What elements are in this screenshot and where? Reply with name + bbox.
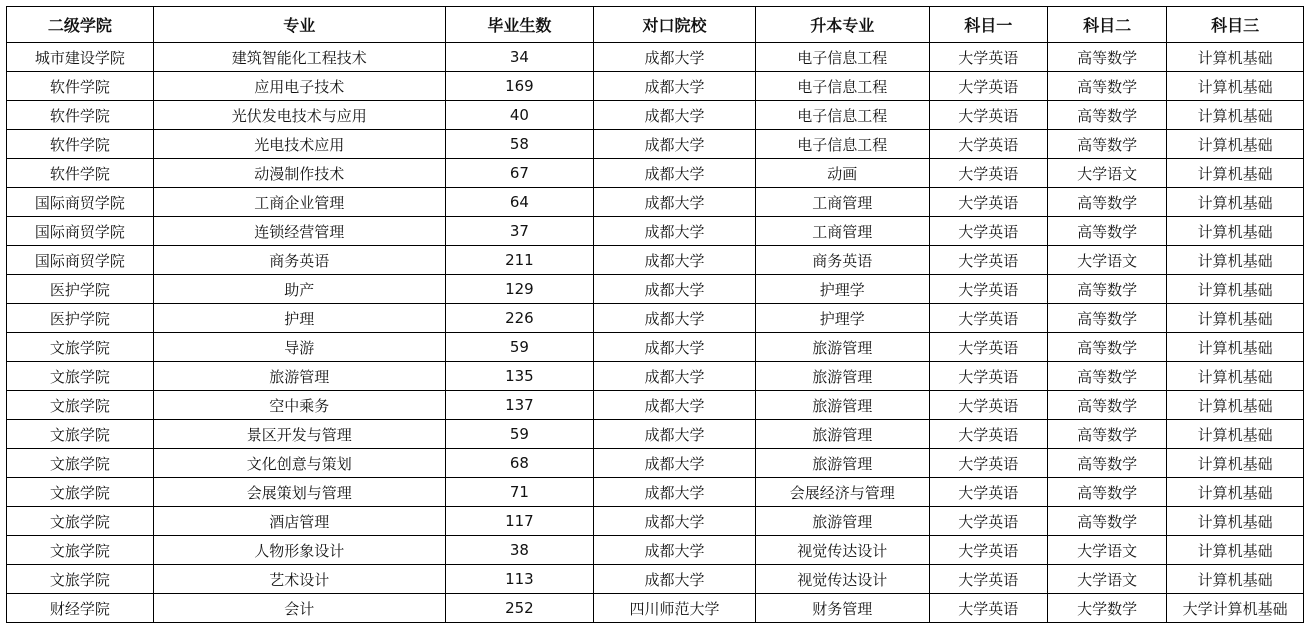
cell-subject-1: 大学英语 [929,565,1047,594]
cell-partner-university: 成都大学 [594,449,756,478]
cell-subject-3: 计算机基础 [1167,304,1304,333]
cell-college: 文旅学院 [7,333,154,362]
cell-subject-3: 计算机基础 [1167,72,1304,101]
cell-partner-university: 成都大学 [594,333,756,362]
table-row [7,420,1304,449]
cell-upgrade-major: 电子信息工程 [755,72,929,101]
cell-subject-2: 大学数学 [1048,594,1167,623]
cell-subject-2: 大学语文 [1048,159,1167,188]
table-body [7,43,1304,623]
cell-subject-3: 计算机基础 [1167,159,1304,188]
cell-subject-3: 计算机基础 [1167,536,1304,565]
cell-upgrade-major: 护理学 [755,275,929,304]
cell-subject-3: 计算机基础 [1167,391,1304,420]
cell-graduates: 117 [445,507,593,536]
cell-upgrade-major: 视觉传达设计 [755,536,929,565]
cell-subject-1: 大学英语 [929,391,1047,420]
cell-upgrade-major: 旅游管理 [755,449,929,478]
cell-college: 文旅学院 [7,478,154,507]
cell-graduates: 226 [445,304,593,333]
table-row [7,391,1304,420]
table-row [7,536,1304,565]
cell-college: 软件学院 [7,72,154,101]
cell-upgrade-major: 电子信息工程 [755,43,929,72]
table-row [7,594,1304,623]
cell-major: 光电技术应用 [153,130,445,159]
cell-major: 导游 [153,333,445,362]
cell-upgrade-major: 护理学 [755,304,929,333]
cell-major: 助产 [153,275,445,304]
header-partner-university: 对口院校 [594,7,756,43]
cell-major: 空中乘务 [153,391,445,420]
table-row [7,304,1304,333]
cell-major: 酒店管理 [153,507,445,536]
cell-graduates: 113 [445,565,593,594]
cell-college: 文旅学院 [7,449,154,478]
cell-subject-2: 高等数学 [1048,217,1167,246]
table-row [7,101,1304,130]
cell-subject-2: 大学语文 [1048,565,1167,594]
table-row [7,333,1304,362]
cell-subject-1: 大学英语 [929,275,1047,304]
cell-major: 会展策划与管理 [153,478,445,507]
cell-subject-3: 计算机基础 [1167,130,1304,159]
cell-subject-3: 计算机基础 [1167,275,1304,304]
cell-subject-2: 高等数学 [1048,72,1167,101]
cell-subject-2: 大学语文 [1048,246,1167,275]
cell-graduates: 37 [445,217,593,246]
cell-partner-university: 成都大学 [594,217,756,246]
cell-subject-3: 计算机基础 [1167,507,1304,536]
cell-subject-2: 高等数学 [1048,101,1167,130]
cell-subject-1: 大学英语 [929,594,1047,623]
cell-partner-university: 成都大学 [594,159,756,188]
cell-subject-3: 计算机基础 [1167,362,1304,391]
cell-graduates: 137 [445,391,593,420]
header-subject-2: 科目二 [1048,7,1167,43]
cell-subject-1: 大学英语 [929,246,1047,275]
cell-partner-university: 成都大学 [594,362,756,391]
table-row [7,565,1304,594]
header-row [7,7,1304,43]
cell-major: 连锁经营管理 [153,217,445,246]
table-row [7,507,1304,536]
cell-subject-3: 计算机基础 [1167,188,1304,217]
cell-partner-university: 成都大学 [594,507,756,536]
header-subject-3: 科目三 [1167,7,1304,43]
cell-subject-2: 大学语文 [1048,536,1167,565]
cell-major: 文化创意与策划 [153,449,445,478]
cell-graduates: 58 [445,130,593,159]
cell-major: 旅游管理 [153,362,445,391]
cell-subject-1: 大学英语 [929,449,1047,478]
cell-partner-university: 成都大学 [594,43,756,72]
cell-college: 软件学院 [7,101,154,130]
cell-major: 应用电子技术 [153,72,445,101]
cell-upgrade-major: 电子信息工程 [755,101,929,130]
cell-partner-university: 成都大学 [594,304,756,333]
cell-partner-university: 成都大学 [594,188,756,217]
cell-graduates: 59 [445,420,593,449]
cell-subject-3: 计算机基础 [1167,43,1304,72]
cell-graduates: 129 [445,275,593,304]
cell-subject-3: 计算机基础 [1167,101,1304,130]
cell-college: 文旅学院 [7,362,154,391]
header-subject-1: 科目一 [929,7,1047,43]
cell-upgrade-major: 会展经济与管理 [755,478,929,507]
cell-upgrade-major: 工商管理 [755,217,929,246]
cell-subject-1: 大学英语 [929,159,1047,188]
cell-subject-1: 大学英语 [929,304,1047,333]
cell-graduates: 38 [445,536,593,565]
cell-subject-1: 大学英语 [929,362,1047,391]
cell-college: 财经学院 [7,594,154,623]
cell-subject-2: 高等数学 [1048,130,1167,159]
cell-college: 国际商贸学院 [7,246,154,275]
cell-subject-2: 高等数学 [1048,420,1167,449]
cell-college: 软件学院 [7,159,154,188]
cell-major: 商务英语 [153,246,445,275]
cell-upgrade-major: 工商管理 [755,188,929,217]
cell-subject-3: 计算机基础 [1167,217,1304,246]
header-upgrade-major: 升本专业 [755,7,929,43]
cell-major: 会计 [153,594,445,623]
table-row [7,362,1304,391]
cell-upgrade-major: 电子信息工程 [755,130,929,159]
cell-subject-2: 高等数学 [1048,275,1167,304]
table-row [7,159,1304,188]
header-college: 二级学院 [7,7,154,43]
cell-upgrade-major: 旅游管理 [755,507,929,536]
cell-major: 动漫制作技术 [153,159,445,188]
cell-subject-3: 大学计算机基础 [1167,594,1304,623]
cell-subject-1: 大学英语 [929,72,1047,101]
cell-subject-1: 大学英语 [929,188,1047,217]
cell-partner-university: 成都大学 [594,536,756,565]
cell-major: 景区开发与管理 [153,420,445,449]
cell-college: 国际商贸学院 [7,188,154,217]
cell-partner-university: 四川师范大学 [594,594,756,623]
header-major: 专业 [153,7,445,43]
cell-partner-university: 成都大学 [594,565,756,594]
cell-subject-2: 高等数学 [1048,507,1167,536]
cell-subject-1: 大学英语 [929,333,1047,362]
cell-partner-university: 成都大学 [594,101,756,130]
cell-upgrade-major: 旅游管理 [755,420,929,449]
cell-upgrade-major: 财务管理 [755,594,929,623]
header-graduates: 毕业生数 [445,7,593,43]
cell-partner-university: 成都大学 [594,420,756,449]
cell-partner-university: 成都大学 [594,275,756,304]
cell-subject-1: 大学英语 [929,478,1047,507]
cell-college: 文旅学院 [7,507,154,536]
cell-subject-2: 高等数学 [1048,478,1167,507]
cell-subject-1: 大学英语 [929,43,1047,72]
cell-subject-3: 计算机基础 [1167,333,1304,362]
cell-partner-university: 成都大学 [594,391,756,420]
cell-subject-2: 高等数学 [1048,304,1167,333]
cell-college: 文旅学院 [7,420,154,449]
cell-college: 医护学院 [7,275,154,304]
cell-graduates: 64 [445,188,593,217]
cell-subject-2: 高等数学 [1048,333,1167,362]
table-row [7,43,1304,72]
cell-subject-2: 高等数学 [1048,188,1167,217]
cell-major: 艺术设计 [153,565,445,594]
cell-college: 文旅学院 [7,391,154,420]
cell-major: 护理 [153,304,445,333]
admission-table [6,6,1304,623]
cell-subject-1: 大学英语 [929,130,1047,159]
cell-subject-1: 大学英语 [929,536,1047,565]
table-row [7,72,1304,101]
cell-graduates: 71 [445,478,593,507]
cell-partner-university: 成都大学 [594,246,756,275]
cell-graduates: 135 [445,362,593,391]
cell-graduates: 68 [445,449,593,478]
cell-college: 文旅学院 [7,565,154,594]
table-row [7,449,1304,478]
cell-major: 人物形象设计 [153,536,445,565]
cell-partner-university: 成都大学 [594,478,756,507]
cell-graduates: 67 [445,159,593,188]
cell-major: 建筑智能化工程技术 [153,43,445,72]
cell-graduates: 169 [445,72,593,101]
cell-subject-2: 高等数学 [1048,362,1167,391]
cell-partner-university: 成都大学 [594,130,756,159]
table-row [7,188,1304,217]
table-row [7,246,1304,275]
cell-graduates: 34 [445,43,593,72]
cell-subject-1: 大学英语 [929,420,1047,449]
cell-subject-2: 高等数学 [1048,391,1167,420]
cell-subject-1: 大学英语 [929,101,1047,130]
cell-college: 国际商贸学院 [7,217,154,246]
cell-subject-3: 计算机基础 [1167,565,1304,594]
cell-college: 城市建设学院 [7,43,154,72]
cell-upgrade-major: 旅游管理 [755,362,929,391]
table-row [7,275,1304,304]
cell-upgrade-major: 旅游管理 [755,333,929,362]
table-row [7,217,1304,246]
cell-college: 文旅学院 [7,536,154,565]
cell-graduates: 211 [445,246,593,275]
cell-subject-1: 大学英语 [929,217,1047,246]
table-row [7,130,1304,159]
cell-subject-3: 计算机基础 [1167,478,1304,507]
cell-graduates: 59 [445,333,593,362]
cell-upgrade-major: 商务英语 [755,246,929,275]
cell-college: 医护学院 [7,304,154,333]
cell-upgrade-major: 动画 [755,159,929,188]
cell-upgrade-major: 旅游管理 [755,391,929,420]
cell-college: 软件学院 [7,130,154,159]
cell-graduates: 40 [445,101,593,130]
cell-subject-2: 高等数学 [1048,449,1167,478]
cell-upgrade-major: 视觉传达设计 [755,565,929,594]
cell-subject-3: 计算机基础 [1167,420,1304,449]
cell-major: 工商企业管理 [153,188,445,217]
cell-subject-3: 计算机基础 [1167,449,1304,478]
cell-partner-university: 成都大学 [594,72,756,101]
cell-graduates: 252 [445,594,593,623]
cell-major: 光伏发电技术与应用 [153,101,445,130]
cell-subject-1: 大学英语 [929,507,1047,536]
cell-subject-3: 计算机基础 [1167,246,1304,275]
table-row [7,478,1304,507]
cell-subject-2: 高等数学 [1048,43,1167,72]
